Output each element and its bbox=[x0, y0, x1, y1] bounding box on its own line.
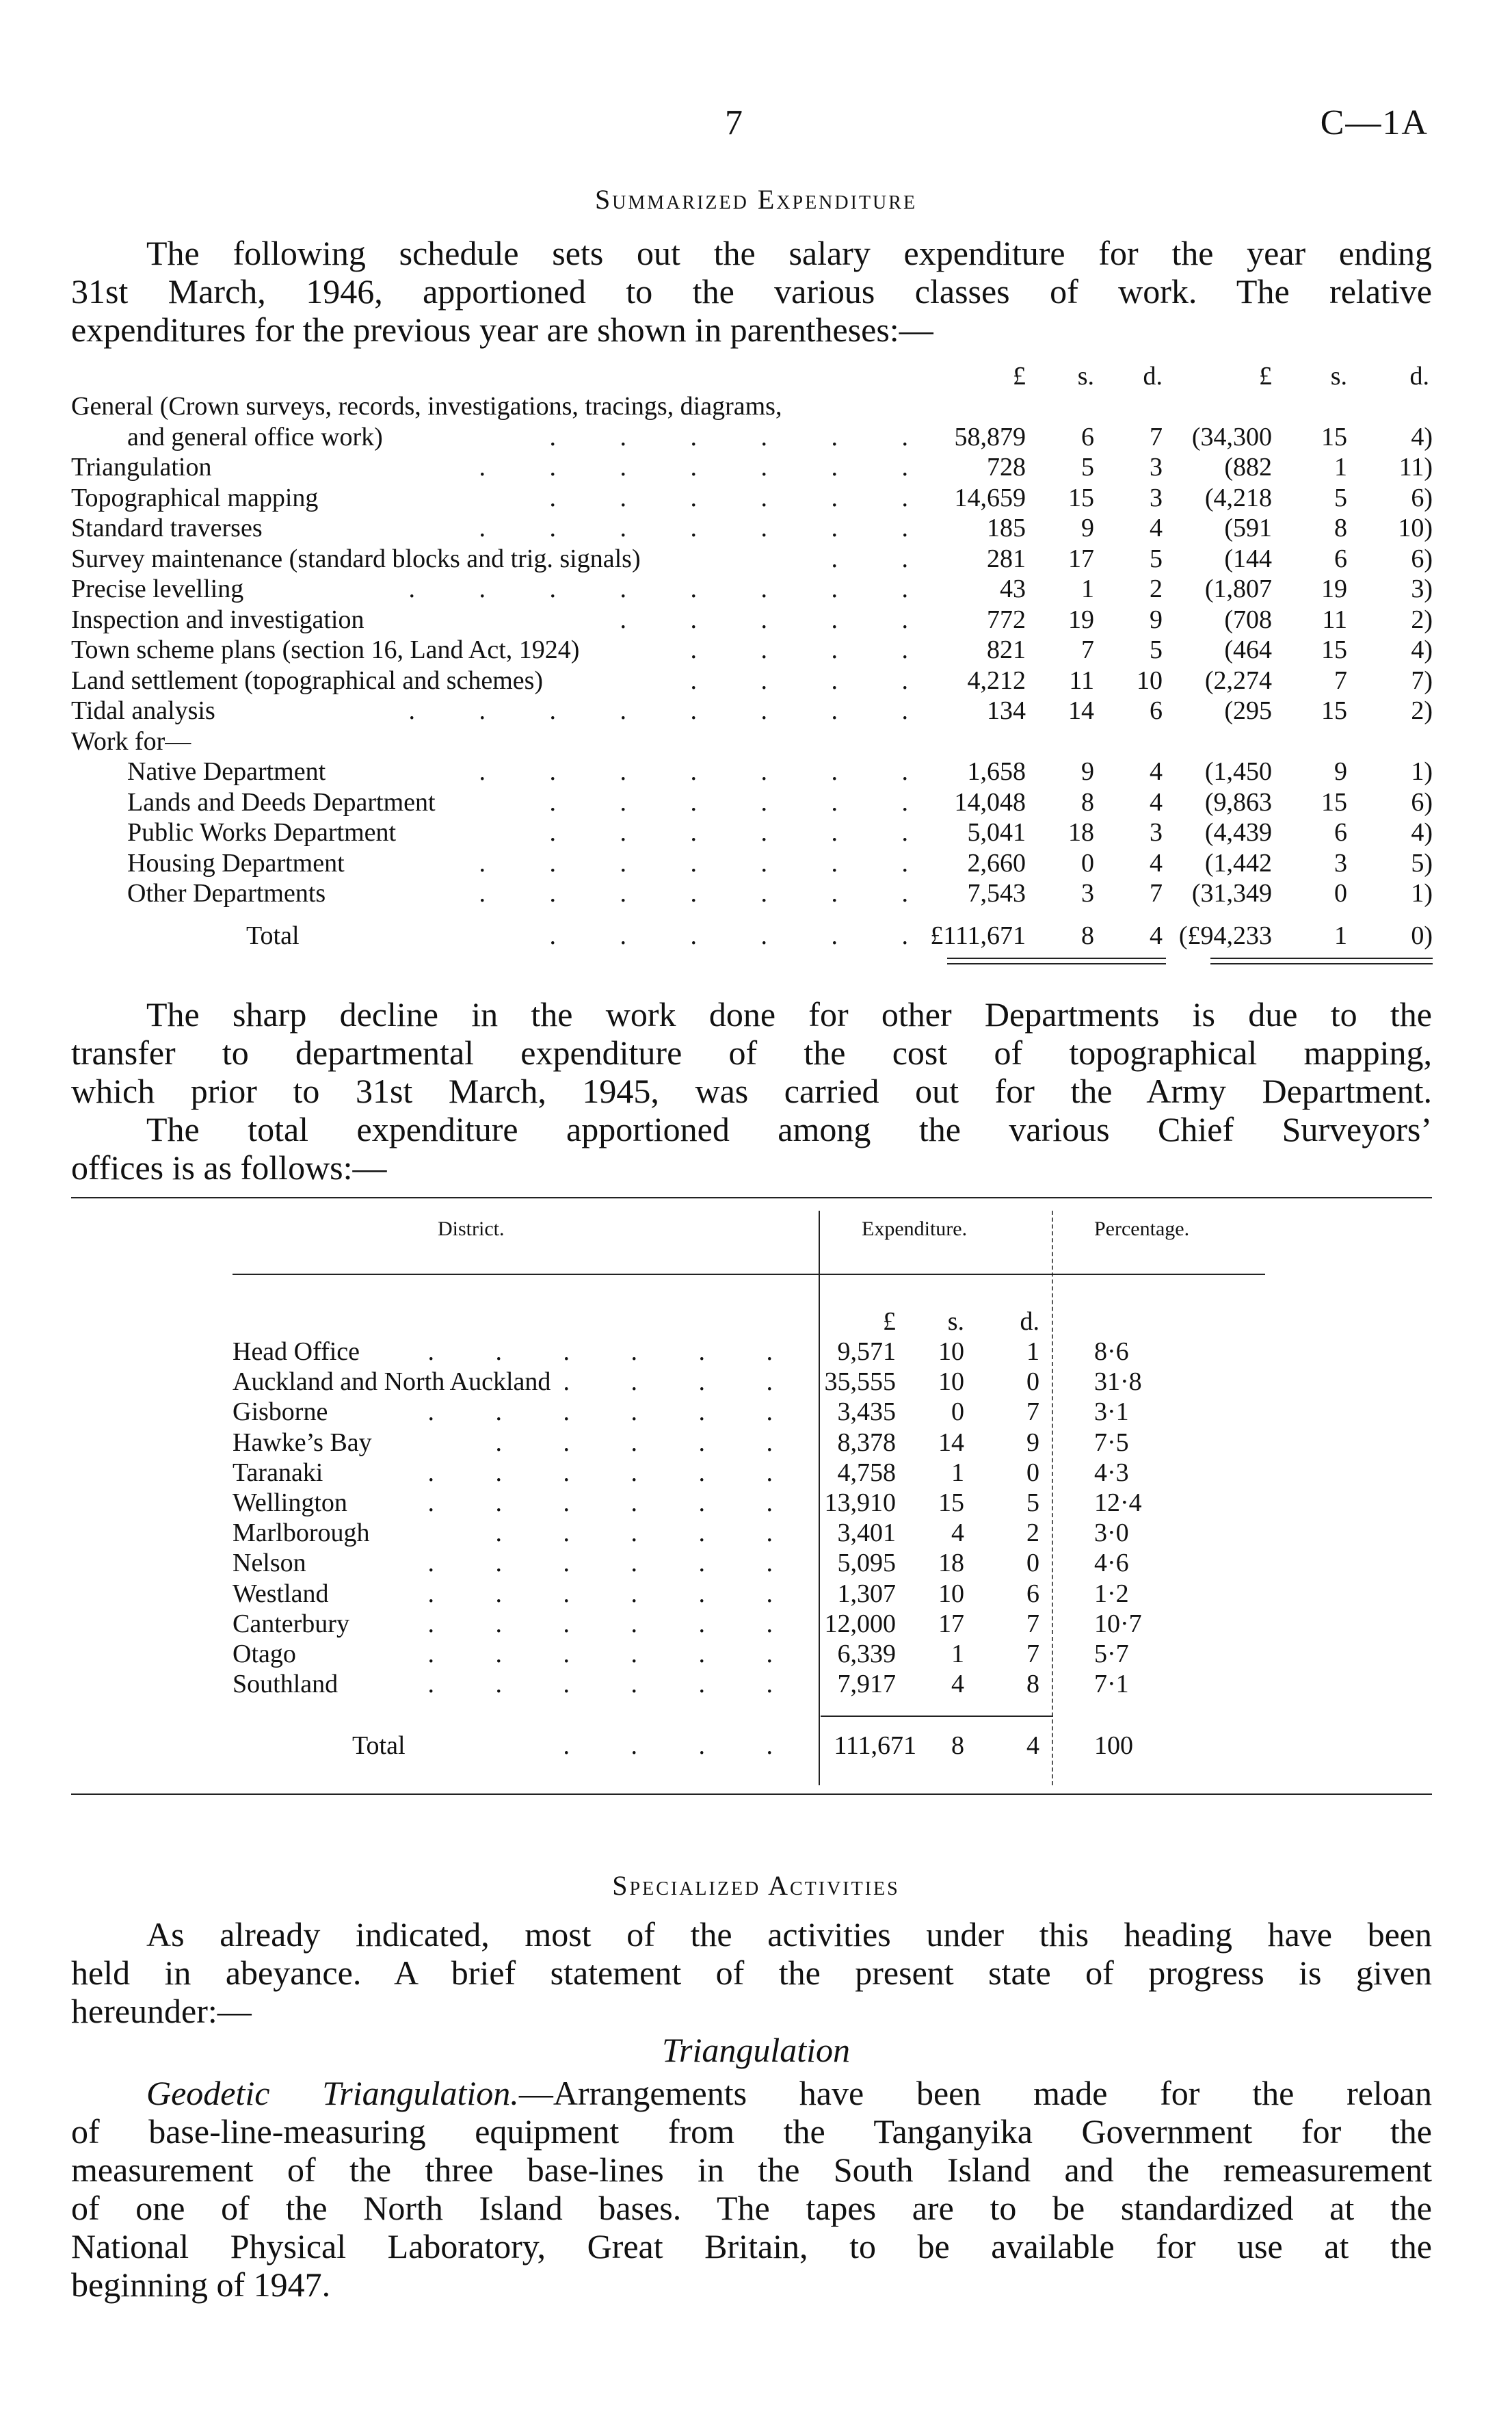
row-label: and general office work) bbox=[127, 422, 383, 451]
district-pounds: 35,555 bbox=[824, 1367, 896, 1397]
value-pence: 3 bbox=[1150, 818, 1163, 847]
district-pence: 0 bbox=[1026, 1549, 1039, 1578]
total-label: Total bbox=[352, 1731, 406, 1760]
district-row bbox=[0, 1548, 1512, 1578]
district-pounds: 12,000 bbox=[824, 1609, 896, 1638]
total-rule bbox=[947, 963, 1166, 964]
row-label: Precise levelling bbox=[71, 575, 244, 603]
value-shillings: 14 bbox=[1068, 696, 1094, 725]
total-pounds: 111,671 bbox=[834, 1731, 916, 1760]
row-label: Native Department bbox=[127, 757, 326, 786]
district-units-row bbox=[0, 1306, 1512, 1337]
row-label: Town scheme plans (section 16, Land Act, 1924) bbox=[71, 635, 580, 664]
prev-shillings: 6 bbox=[1334, 818, 1347, 847]
col-header-pence: d. bbox=[1143, 362, 1163, 391]
prev-pence: 1) bbox=[1411, 757, 1433, 786]
row-label: Survey maintenance (standard blocks and trig. signals) bbox=[71, 544, 641, 573]
district-pence: 7 bbox=[1026, 1609, 1039, 1638]
table-bottom-rule bbox=[71, 1793, 1432, 1795]
district-shillings: 0 bbox=[951, 1397, 964, 1427]
col-header-shillings: s. bbox=[1077, 362, 1094, 391]
district-row bbox=[0, 1609, 1512, 1639]
district-shillings: 14 bbox=[938, 1428, 964, 1457]
leader-dots: . . . . . . bbox=[549, 921, 937, 950]
district-percentage: 4·3 bbox=[1094, 1458, 1129, 1487]
district-row bbox=[0, 1397, 1512, 1427]
col-header-pounds: £ bbox=[1013, 362, 1026, 391]
value-pence: 10 bbox=[1137, 666, 1163, 695]
value-shillings: 0 bbox=[1081, 848, 1094, 878]
district-row bbox=[0, 1488, 1512, 1518]
prev-pence: 6) bbox=[1411, 787, 1433, 817]
value-shillings: 1 bbox=[1081, 575, 1094, 603]
prev-pence: 4) bbox=[1411, 818, 1433, 847]
leader-dots: . . . . . . bbox=[427, 1337, 800, 1366]
total-pence: 4 bbox=[1026, 1731, 1039, 1760]
row-label: Triangulation bbox=[71, 453, 212, 482]
prev-pence: 10) bbox=[1398, 514, 1433, 542]
district-pence: 1 bbox=[1026, 1337, 1039, 1366]
district-percentage: 5·7 bbox=[1094, 1640, 1129, 1668]
district-pounds: 5,095 bbox=[837, 1549, 896, 1578]
summary-row bbox=[0, 452, 1512, 482]
total-prev-pence: 0) bbox=[1411, 921, 1433, 950]
value-pence: 5 bbox=[1150, 635, 1163, 664]
district-pounds: 1,307 bbox=[837, 1579, 896, 1608]
prev-shillings: 5 bbox=[1334, 483, 1347, 512]
prev-pounds: (295 bbox=[1224, 696, 1272, 725]
district-shillings: 18 bbox=[938, 1549, 964, 1578]
summary-row bbox=[0, 422, 1512, 452]
prev-shillings: 1 bbox=[1334, 453, 1347, 482]
summary-expenditure-table bbox=[0, 361, 1512, 977]
leader-dots: . . . . . . . . bbox=[408, 696, 937, 725]
value-pounds: 14,659 bbox=[954, 483, 1026, 512]
value-shillings: 5 bbox=[1081, 453, 1094, 482]
value-pence: 3 bbox=[1150, 453, 1163, 482]
district-row bbox=[0, 1337, 1512, 1367]
leader-dots: . . . . . . bbox=[549, 483, 937, 512]
leader-dots: . . . . . bbox=[495, 1519, 800, 1548]
summary-row bbox=[0, 391, 1512, 421]
district-row bbox=[0, 1367, 1512, 1397]
total-pounds: £111,671 bbox=[930, 921, 1026, 950]
summary-total-row bbox=[0, 921, 1512, 951]
prev-pounds: (882 bbox=[1224, 453, 1272, 482]
value-pounds: 185 bbox=[987, 514, 1026, 542]
unit-pounds: £ bbox=[883, 1307, 896, 1336]
leader-dots: . . . . . . bbox=[427, 1488, 800, 1517]
leader-dots: . . . . . . bbox=[427, 1458, 800, 1487]
total-rule bbox=[1210, 963, 1433, 964]
prev-pounds: (34,300 bbox=[1191, 422, 1272, 451]
value-pence: 3 bbox=[1150, 483, 1163, 512]
value-pence: 9 bbox=[1150, 605, 1163, 634]
district-pence: 9 bbox=[1026, 1428, 1039, 1457]
summary-col-headers bbox=[0, 361, 1512, 391]
value-pounds: 728 bbox=[987, 453, 1026, 482]
summary-row bbox=[0, 726, 1512, 757]
value-pence: 7 bbox=[1150, 879, 1163, 908]
value-pence: 4 bbox=[1150, 787, 1163, 817]
prev-shillings: 15 bbox=[1321, 422, 1347, 451]
summary-row bbox=[0, 544, 1512, 574]
district-percentage: 4·6 bbox=[1094, 1549, 1129, 1578]
total-shillings: 8 bbox=[1081, 921, 1094, 950]
paragraph-line: of base-line-measuring equipment from the Tanganyika Government for the bbox=[71, 2112, 1432, 2151]
district-name: Westland bbox=[233, 1579, 329, 1608]
paragraph-line: hereunder:— bbox=[71, 1992, 252, 2030]
intro-line: The following schedule sets out the salary expenditure for the year ending bbox=[146, 234, 1432, 272]
total-prev-pounds: (£94,233 bbox=[1178, 921, 1272, 950]
prev-pounds: (591 bbox=[1224, 514, 1272, 542]
district-name: Taranaki bbox=[233, 1458, 323, 1487]
value-shillings: 11 bbox=[1069, 666, 1094, 695]
district-row bbox=[0, 1579, 1512, 1609]
district-percentage: 12·4 bbox=[1094, 1488, 1142, 1517]
header-rule bbox=[233, 1274, 1265, 1275]
prev-pence: 7) bbox=[1411, 666, 1433, 695]
section-heading-specialized-activities: Specialized Activities bbox=[612, 1870, 900, 1901]
leader-dots: . . . . . . bbox=[427, 1640, 800, 1668]
district-name: Southland bbox=[233, 1670, 339, 1699]
leader-dots: . . . . . . . bbox=[479, 879, 937, 908]
paragraph-line: As already indicated, most of the activities under this heading have been bbox=[146, 1915, 1432, 1954]
intro-line: expenditures for the previous year are shown in parentheses:— bbox=[71, 311, 933, 349]
row-label: Work for— bbox=[71, 726, 191, 756]
district-pence: 5 bbox=[1026, 1488, 1039, 1517]
header-expenditure: Expenditure. bbox=[862, 1218, 968, 1240]
leader-dots: . . . . . . . bbox=[479, 848, 937, 878]
leader-dots: . . bbox=[831, 544, 937, 573]
prev-shillings: 6 bbox=[1334, 544, 1347, 573]
value-shillings: 3 bbox=[1081, 879, 1094, 908]
geodetic-paragraph bbox=[71, 2074, 1432, 2304]
value-pounds: 5,041 bbox=[967, 818, 1026, 847]
header-district: District. bbox=[438, 1218, 505, 1240]
row-label: General (Crown surveys, records, investigations, tracings, diagrams, bbox=[71, 392, 782, 421]
value-pounds: 43 bbox=[1000, 575, 1026, 603]
district-name: Otago bbox=[233, 1640, 296, 1668]
value-pence: 2 bbox=[1150, 575, 1163, 603]
value-pence: 6 bbox=[1150, 696, 1163, 725]
prev-shillings: 15 bbox=[1321, 787, 1347, 817]
col-header-prev-shillings: s. bbox=[1330, 362, 1347, 391]
summary-row bbox=[0, 574, 1512, 604]
leader-dots: . . . . . . bbox=[549, 818, 937, 847]
unit-pence: d. bbox=[1020, 1307, 1039, 1336]
row-label: Topographical mapping bbox=[71, 483, 319, 512]
leader-dots: . . . . . . bbox=[427, 1549, 800, 1578]
summary-row bbox=[0, 513, 1512, 543]
value-shillings: 6 bbox=[1081, 422, 1094, 451]
value-shillings: 8 bbox=[1081, 787, 1094, 817]
value-shillings: 15 bbox=[1068, 483, 1094, 512]
district-row bbox=[0, 1669, 1512, 1699]
value-pounds: 1,658 bbox=[967, 757, 1026, 786]
district-shillings: 17 bbox=[938, 1609, 964, 1638]
district-pounds: 9,571 bbox=[837, 1337, 896, 1366]
paragraph-line: The total expenditure apportioned among the various Chief Surveyors’ bbox=[146, 1110, 1432, 1148]
prev-pounds: (144 bbox=[1224, 544, 1272, 573]
row-label: Other Departments bbox=[127, 879, 326, 908]
table-top-rule bbox=[71, 1197, 1432, 1198]
district-pence: 0 bbox=[1026, 1367, 1039, 1397]
district-pounds: 6,339 bbox=[837, 1640, 896, 1668]
col-header-prev-pence: d. bbox=[1409, 362, 1429, 391]
district-pounds: 3,435 bbox=[837, 1397, 896, 1427]
district-name: Wellington bbox=[233, 1488, 347, 1517]
district-name: Head Office bbox=[233, 1337, 360, 1366]
value-shillings: 19 bbox=[1068, 605, 1094, 634]
summary-row bbox=[0, 605, 1512, 635]
prev-shillings: 9 bbox=[1334, 757, 1347, 786]
row-label: Standard traverses bbox=[71, 514, 263, 542]
prev-pence: 6) bbox=[1411, 544, 1433, 573]
leader-dots: . . . . . . bbox=[427, 1579, 800, 1608]
district-name: Hawke’s Bay bbox=[233, 1428, 372, 1457]
district-name: Marlborough bbox=[233, 1519, 370, 1548]
prev-pounds: (1,450 bbox=[1204, 757, 1272, 786]
summary-row bbox=[0, 817, 1512, 847]
district-pounds: 3,401 bbox=[837, 1519, 896, 1548]
unit-shillings: s. bbox=[947, 1307, 964, 1336]
prev-pounds: (1,807 bbox=[1204, 575, 1272, 603]
district-pence: 7 bbox=[1026, 1397, 1039, 1427]
summary-row bbox=[0, 848, 1512, 878]
paragraph-line: transfer to departmental expenditure of the cost of topographical mapping, bbox=[71, 1034, 1432, 1072]
specialized-paragraph bbox=[71, 1915, 1432, 2030]
summary-row bbox=[0, 635, 1512, 665]
decline-paragraph bbox=[71, 995, 1432, 1187]
district-pounds: 7,917 bbox=[837, 1670, 896, 1699]
district-percentage: 7·5 bbox=[1094, 1428, 1129, 1457]
row-label: Land settlement (topographical and schemes) bbox=[71, 666, 544, 695]
paragraph-line: held in abeyance. A brief statement of the present state of progress is given bbox=[71, 1954, 1432, 1992]
value-pounds: 14,048 bbox=[954, 787, 1026, 817]
leader-dots: . . . . bbox=[563, 1731, 800, 1760]
prev-shillings: 11 bbox=[1322, 605, 1347, 634]
district-shillings: 1 bbox=[951, 1640, 964, 1668]
district-name: Canterbury bbox=[233, 1609, 349, 1638]
value-pounds: 821 bbox=[987, 635, 1026, 664]
summary-row bbox=[0, 483, 1512, 513]
district-shillings: 10 bbox=[938, 1367, 964, 1397]
geodetic-first-line: —Arrangements have been made for the reloan bbox=[518, 2074, 1432, 2112]
row-label: Inspection and investigation bbox=[71, 605, 364, 634]
prev-pounds: (4,439 bbox=[1204, 818, 1272, 847]
leader-dots: . . . . . . bbox=[427, 1609, 800, 1638]
prev-pence: 2) bbox=[1411, 605, 1433, 634]
leader-dots: . . . . . bbox=[620, 605, 937, 634]
district-row bbox=[0, 1458, 1512, 1488]
district-pence: 0 bbox=[1026, 1458, 1039, 1487]
paragraph-line: beginning of 1947. bbox=[71, 2265, 331, 2304]
leader-dots: . . . . . bbox=[495, 1428, 800, 1457]
summary-row bbox=[0, 787, 1512, 817]
value-shillings: 18 bbox=[1068, 818, 1094, 847]
prev-shillings: 19 bbox=[1321, 575, 1347, 603]
page-number: 7 bbox=[725, 103, 743, 142]
leader-dots: . . . . . . . bbox=[479, 453, 937, 482]
district-pence: 8 bbox=[1026, 1670, 1039, 1699]
district-shillings: 10 bbox=[938, 1337, 964, 1366]
leader-dots: . . . . . . bbox=[427, 1670, 800, 1699]
total-percentage: 100 bbox=[1094, 1731, 1133, 1760]
paragraph-line: The sharp decline in the work done for other Departments is due to the bbox=[146, 995, 1432, 1034]
prev-shillings: 8 bbox=[1334, 514, 1347, 542]
col-header-prev-pounds: £ bbox=[1259, 362, 1272, 391]
leader-dots: . . . . . . bbox=[427, 1397, 800, 1427]
leader-dots: . . . . . . . bbox=[479, 757, 937, 786]
summary-row bbox=[0, 878, 1512, 908]
paragraph-line: National Physical Laboratory, Great Britain, to be available for use at the bbox=[71, 2227, 1432, 2265]
prev-pounds: (2,274 bbox=[1204, 666, 1272, 695]
district-percentage: 7·1 bbox=[1094, 1670, 1129, 1699]
prev-pence: 4) bbox=[1411, 635, 1433, 664]
district-name: Nelson bbox=[233, 1549, 306, 1578]
paragraph-line: measurement of the three base-lines in the South Island and the remeasurement bbox=[71, 2151, 1432, 2189]
section-heading-summarized-expenditure: Summarized Expenditure bbox=[594, 184, 918, 215]
value-pence: 4 bbox=[1150, 757, 1163, 786]
leader-dots: . . . . . . . . bbox=[408, 575, 937, 603]
district-pounds: 13,910 bbox=[824, 1488, 896, 1517]
value-pence: 4 bbox=[1150, 848, 1163, 878]
prev-pounds: (1,442 bbox=[1204, 848, 1272, 878]
prev-pence: 6) bbox=[1411, 483, 1433, 512]
district-name: Auckland and North Auckland bbox=[233, 1367, 551, 1397]
total-label: Total bbox=[246, 921, 300, 950]
district-percentage: 1·2 bbox=[1094, 1579, 1129, 1608]
prev-pence: 2) bbox=[1411, 696, 1433, 725]
total-shillings: 8 bbox=[951, 1731, 964, 1760]
paragraph-line bbox=[71, 2074, 1432, 2112]
value-shillings: 9 bbox=[1081, 514, 1094, 542]
prev-pence: 3) bbox=[1411, 575, 1433, 603]
row-label: Public Works Department bbox=[127, 818, 397, 847]
prev-pounds: (4,218 bbox=[1204, 483, 1272, 512]
value-pence: 7 bbox=[1150, 422, 1163, 451]
leader-dots: . . . . bbox=[690, 666, 937, 695]
prev-pence: 1) bbox=[1411, 879, 1433, 908]
prev-pence: 11) bbox=[1398, 453, 1433, 482]
district-shillings: 4 bbox=[951, 1519, 964, 1548]
district-percentage: 8·6 bbox=[1094, 1337, 1129, 1366]
district-pence: 7 bbox=[1026, 1640, 1039, 1668]
prev-shillings: 0 bbox=[1334, 879, 1347, 908]
value-pounds: 58,879 bbox=[954, 422, 1026, 451]
prev-pence: 4) bbox=[1411, 422, 1433, 451]
intro-paragraph bbox=[71, 234, 1432, 349]
prev-pence: 5) bbox=[1411, 848, 1433, 878]
value-pence: 4 bbox=[1150, 514, 1163, 542]
row-label: Housing Department bbox=[127, 848, 345, 878]
leader-dots: . . . . . . bbox=[549, 422, 937, 451]
leader-dots: . . . . bbox=[690, 635, 937, 664]
total-rule bbox=[821, 1716, 1053, 1717]
total-prev-shillings: 1 bbox=[1334, 921, 1347, 950]
summary-row bbox=[0, 696, 1512, 726]
value-pounds: 134 bbox=[987, 696, 1026, 725]
paragraph-line: offices is as follows:— bbox=[71, 1148, 387, 1187]
total-rule bbox=[1210, 958, 1433, 959]
summary-row bbox=[0, 757, 1512, 787]
district-pence: 6 bbox=[1026, 1579, 1039, 1608]
total-pence: 4 bbox=[1150, 921, 1163, 950]
value-shillings: 7 bbox=[1081, 635, 1094, 664]
district-expenditure-table bbox=[0, 1197, 1512, 1806]
district-name: Gisborne bbox=[233, 1397, 328, 1427]
district-shillings: 4 bbox=[951, 1670, 964, 1699]
prev-pounds: (464 bbox=[1224, 635, 1272, 664]
district-row bbox=[0, 1428, 1512, 1458]
value-pounds: 4,212 bbox=[967, 666, 1026, 695]
district-row bbox=[0, 1518, 1512, 1548]
value-shillings: 9 bbox=[1081, 757, 1094, 786]
value-shillings: 17 bbox=[1068, 544, 1094, 573]
summary-row bbox=[0, 666, 1512, 696]
district-pounds: 4,758 bbox=[837, 1458, 896, 1487]
district-percentage: 10·7 bbox=[1094, 1609, 1142, 1638]
value-pounds: 772 bbox=[987, 605, 1026, 634]
prev-shillings: 15 bbox=[1321, 635, 1347, 664]
district-total-row bbox=[0, 1731, 1512, 1761]
district-shillings: 15 bbox=[938, 1488, 964, 1517]
district-pence: 2 bbox=[1026, 1519, 1039, 1548]
prev-pounds: (31,349 bbox=[1191, 879, 1272, 908]
value-pence: 5 bbox=[1150, 544, 1163, 573]
prev-shillings: 3 bbox=[1334, 848, 1347, 878]
paragraph-line: which prior to 31st March, 1945, was carried out for the Army Department. bbox=[71, 1072, 1432, 1110]
value-pounds: 281 bbox=[987, 544, 1026, 573]
value-pounds: 7,543 bbox=[967, 879, 1026, 908]
row-label: Lands and Deeds Department bbox=[127, 787, 436, 817]
district-shillings: 10 bbox=[938, 1579, 964, 1608]
document-reference: C—1A bbox=[1320, 103, 1429, 142]
geodetic-title: Geodetic Triangulation. bbox=[146, 2074, 519, 2112]
prev-pounds: (708 bbox=[1224, 605, 1272, 634]
total-rule bbox=[947, 958, 1166, 959]
leader-dots: . . . . bbox=[563, 1367, 800, 1397]
intro-line: 31st March, 1946, apportioned to the various classes of work. The relative bbox=[71, 272, 1432, 311]
subheading-triangulation: Triangulation bbox=[661, 2031, 851, 2069]
paragraph-line: of one of the North Island bases. The tapes are to be standardized at the bbox=[71, 2189, 1432, 2227]
value-pounds: 2,660 bbox=[967, 848, 1026, 878]
district-percentage: 3·1 bbox=[1094, 1397, 1129, 1427]
prev-pounds: (9,863 bbox=[1204, 787, 1272, 817]
district-row bbox=[0, 1639, 1512, 1669]
leader-dots: . . . . . . bbox=[549, 787, 937, 817]
leader-dots: . . . . . . . bbox=[479, 514, 937, 542]
district-pounds: 8,378 bbox=[837, 1428, 896, 1457]
header-percentage: Percentage. bbox=[1094, 1218, 1190, 1240]
district-percentage: 3·0 bbox=[1094, 1519, 1129, 1548]
prev-shillings: 15 bbox=[1321, 696, 1347, 725]
district-percentage: 31·8 bbox=[1094, 1367, 1142, 1397]
prev-shillings: 7 bbox=[1334, 666, 1347, 695]
district-shillings: 1 bbox=[951, 1458, 964, 1487]
row-label: Tidal analysis bbox=[71, 696, 215, 725]
